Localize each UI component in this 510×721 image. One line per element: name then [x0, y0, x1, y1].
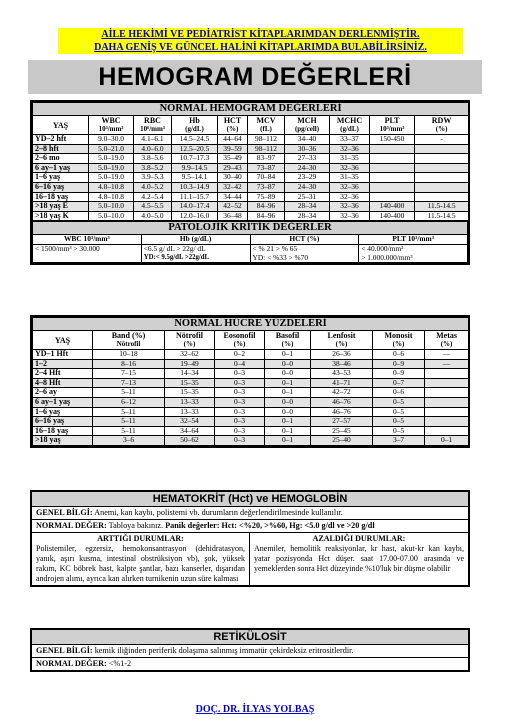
hucre-value-cell: 0–5 [373, 397, 425, 407]
hucre-row [33, 388, 469, 398]
hemogram-header-label: Hb [189, 116, 200, 125]
hucre-value-cell: 0–3 [215, 417, 265, 427]
hucre-header-label: Eosonofil [223, 331, 256, 340]
hucre-header-5 [311, 331, 373, 350]
hucre-value-cell: 27–57 [311, 417, 373, 427]
hemogram-row [33, 154, 469, 164]
hucre-value-cell [425, 388, 469, 398]
hemogram-value-cell: - [415, 135, 469, 145]
hucre-value-cell: 42–72 [311, 388, 373, 398]
hemogram-value-cell: 4.0–5.0 [134, 211, 172, 221]
hucre-age-cell: 2–4 Hft [33, 369, 93, 379]
kritik-plt-2: > 1.000.000/mm³ [361, 252, 413, 262]
hucre-age-cell: 1–6 yaş [33, 407, 93, 417]
hucre-row [33, 436, 469, 446]
hemogram-age-cell: 6 ay–1 yaş [33, 163, 89, 173]
hemogram-value-cell: 32–42 [218, 182, 248, 192]
hemogram-value-cell [415, 163, 469, 173]
hucre-value-cell: 0–3 [215, 388, 265, 398]
hucre-row [33, 397, 469, 407]
hemogram-value-cell: 39–59 [218, 144, 248, 154]
hucre-age-cell: 2–6 ay [33, 388, 93, 398]
hucre-value-cell: 50–62 [165, 436, 215, 446]
hemogram-value-cell: 42–52 [218, 202, 248, 212]
retik-box [30, 628, 470, 672]
hucre-value-cell: 13–33 [165, 397, 215, 407]
hemogram-header-label: PLT [384, 116, 400, 125]
hucre-value-cell: 7–13 [93, 378, 165, 388]
hucre-value-cell: 0–0 [265, 359, 311, 369]
hucre-value-cell: 15–35 [165, 378, 215, 388]
hucre-row [33, 378, 469, 388]
hemogram-value-cell: 23–29 [285, 173, 330, 183]
hemogram-value-cell: 32–36 [330, 144, 370, 154]
hemogram-row [33, 182, 469, 192]
hemogram-header-label: RBC [144, 116, 161, 125]
hucre-header-unit: (%) [233, 340, 246, 348]
hucre-value-cell: 46–76 [311, 397, 373, 407]
hemogram-row [33, 192, 469, 202]
hucre-value-cell: 0–7 [373, 378, 425, 388]
hemogram-value-cell: 12.5–20.5 [172, 144, 218, 154]
hemogram-value-cell: 44–64 [218, 135, 248, 145]
hucre-header-4 [265, 331, 311, 350]
retik-normal-text: <%1-2 [108, 659, 132, 668]
hucre-header-6 [373, 331, 425, 350]
hucre-age-cell: 1–2 [33, 359, 93, 369]
hemogram-value-cell: 31–35 [330, 173, 370, 183]
kritik-hb [141, 244, 250, 262]
retik-genel-label: GENEL BİLGİ: [36, 646, 93, 655]
hemogram-title: NORMAL HEMOGRAM DEĞERLERİ [33, 103, 469, 116]
hucre-value-cell: 0–3 [215, 378, 265, 388]
hemogram-header-5 [248, 116, 285, 135]
hemogram-value-cell: 34–44 [218, 192, 248, 202]
kritik-header-hct: HCT (%) [250, 235, 359, 245]
kritik-hct [250, 244, 359, 262]
hucre-row [33, 417, 469, 427]
hct-genel [32, 507, 468, 520]
hct-normal-label: NORMAL DEĞER: [36, 521, 107, 530]
hct-artis-title: ARTTIĞI DURUMLAR: [97, 534, 184, 543]
hucre-header-unit: Nötrofil [116, 340, 141, 348]
hucre-value-cell: 0–3 [215, 369, 265, 379]
hucre-header-3 [215, 331, 265, 350]
hemogram-row [33, 135, 469, 145]
hucre-value-cell: 0–0 [265, 397, 311, 407]
retik-normal [32, 658, 468, 670]
hucre-value-cell: 41–71 [311, 378, 373, 388]
hemogram-value-cell [415, 192, 469, 202]
hemogram-row [33, 144, 469, 154]
hucre-age-cell: 6–16 yaş [33, 417, 93, 427]
hemogram-value-cell: 14.0–17.4 [172, 202, 218, 212]
hemogram-value-cell: 140-400 [370, 211, 415, 221]
hct-title: HEMATOKRİT (Hct) ve HEMOGLOBİN [32, 492, 468, 507]
header-banner [58, 28, 463, 54]
hemogram-value-cell: 73–87 [248, 163, 285, 173]
kritik-plt [359, 244, 468, 262]
hct-genel-label: GENEL BİLGİ: [36, 508, 93, 517]
hemogram-header-label: MCH [297, 116, 317, 125]
hemogram-value-cell: 4.5–5.5 [134, 202, 172, 212]
hct-normal-text: Tabloya bakınız. [108, 521, 166, 530]
hemogram-age-cell: 16–18 yaş [33, 192, 89, 202]
hucre-value-cell: 7–15 [93, 369, 165, 379]
hucre-value-cell: 15–35 [165, 388, 215, 398]
hucre-value-cell: 0–1 [265, 426, 311, 436]
hemogram-value-cell: 98–112 [248, 135, 285, 145]
kritik-hb-2: YD:< 9.5g/dL >22g/dL [143, 253, 210, 261]
hucre-header-7 [425, 331, 469, 350]
hemogram-header-3 [172, 116, 218, 135]
hucre-value-cell: 5–11 [93, 407, 165, 417]
hemogram-value-cell: 4.1–6.1 [134, 135, 172, 145]
hucre-value-cell: 0–1 [265, 436, 311, 446]
hemogram-value-cell: 36–48 [218, 211, 248, 221]
banner-line-1: AİLE HEKİMİ VE PEDİATRİST KİTAPLARIMDAN DERLENMİŞTİR. [101, 29, 420, 40]
hucre-value-cell [425, 397, 469, 407]
hemogram-value-cell [415, 173, 469, 183]
hemogram-value-cell: 32–36 [330, 211, 370, 221]
hucre-value-cell: 5–11 [93, 388, 165, 398]
retik-genel [32, 645, 468, 658]
hemogram-value-cell: 4.0–6.0 [134, 144, 172, 154]
hucre-value-cell: 32–62 [165, 350, 215, 360]
kritik-plt-1: < 40.000/mm³ [361, 244, 404, 253]
author-name: DOÇ. DR. İLYAS YOLBAŞ [195, 704, 315, 715]
hemogram-value-cell: 11.5-14.5 [415, 202, 469, 212]
hemogram-row [33, 163, 469, 173]
hucre-value-cell [425, 426, 469, 436]
hucre-age-cell: >18 yaş [33, 436, 93, 446]
hemogram-value-cell: 14.5–24.5 [172, 135, 218, 145]
hucre-value-cell: 32–54 [165, 417, 215, 427]
hucre-value-cell: 0–3 [215, 407, 265, 417]
hemogram-value-cell: 11.5-14.5 [415, 211, 469, 221]
hemogram-age-cell: 2–6 mo [33, 154, 89, 164]
kritik-header-hb: Hb (g/dL) [141, 235, 250, 245]
hucre-value-cell: 0–5 [373, 407, 425, 417]
hemogram-row [33, 202, 469, 212]
hemogram-value-cell [370, 173, 415, 183]
hucre-value-cell: 0–6 [373, 350, 425, 360]
hemogram-value-cell: 32–36 [330, 182, 370, 192]
hemogram-value-cell: 4.2–5.4 [134, 192, 172, 202]
hemogram-age-cell: 2–8 hft [33, 144, 89, 154]
hemogram-value-cell: 84–96 [248, 211, 285, 221]
retik-normal-label: NORMAL DEĞER: [36, 659, 107, 668]
hucre-header-label: Nötrofil [176, 331, 203, 340]
hucre-value-cell: 0–1 [265, 417, 311, 427]
hucre-value-cell: 0–5 [373, 426, 425, 436]
hucre-header-unit: (%) [440, 340, 453, 348]
hemogram-value-cell: 5.0–10.0 [89, 211, 134, 221]
hemogram-age-cell: 6–16 yaş [33, 182, 89, 192]
hemogram-value-cell: 73–87 [248, 182, 285, 192]
hucre-value-cell: 8–16 [93, 359, 165, 369]
hucre-value-cell: 0–4 [215, 359, 265, 369]
hemogram-value-cell: 32–36 [330, 192, 370, 202]
hucre-value-cell: 46–76 [311, 407, 373, 417]
hemogram-value-cell: 29–43 [218, 163, 248, 173]
kritik-header-plt: PLT 10³/mm³ [359, 235, 468, 245]
hemogram-value-cell: 5.0–19.0 [89, 173, 134, 183]
hct-columns [32, 533, 468, 585]
hucre-value-cell [425, 369, 469, 379]
hemogram-value-cell: 32–36 [330, 202, 370, 212]
page-title: HEMOGRAM DEĞERLERİ [28, 60, 482, 94]
hemogram-value-cell: 25–31 [285, 192, 330, 202]
hucre-value-cell: 0–1 [265, 378, 311, 388]
hemogram-header-label: RDW [431, 116, 452, 125]
hucre-value-cell: 0–5 [373, 417, 425, 427]
hucre-header-unit: (%) [183, 340, 196, 348]
hemogram-value-cell [415, 144, 469, 154]
hemogram-header-0 [33, 116, 89, 135]
hemogram-value-cell: 32–36 [330, 163, 370, 173]
hct-azal-title: AZALDIĞI DURUMLAR: [312, 534, 406, 543]
hemogram-header-label: YAŞ [52, 120, 69, 130]
hemogram-table [32, 102, 469, 221]
kritik-title: PATOLOJİK KRİTİK DEĞERLER [33, 222, 468, 235]
hemogram-value-cell: 4.8–10.8 [89, 192, 134, 202]
hucre-row [33, 407, 469, 417]
hemogram-value-cell: 75–89 [248, 192, 285, 202]
hemogram-header-unit: 10⁶/mm³ [140, 125, 165, 133]
hemogram-age-cell: 1–6 yaş [33, 173, 89, 183]
hemogram-header-2 [134, 116, 172, 135]
hucre-header-label: Metas [436, 331, 457, 340]
hemogram-value-cell: 98–112 [248, 144, 285, 154]
hucre-value-cell: 43–53 [311, 369, 373, 379]
retik-title: RETİKÜLOSİT [32, 630, 468, 645]
hucre-value-cell: 0–9 [373, 359, 425, 369]
hemogram-value-cell [370, 144, 415, 154]
hemogram-box [30, 100, 470, 265]
hucre-value-cell: 0–3 [215, 426, 265, 436]
hucre-value-cell: 0–0 [265, 369, 311, 379]
hucre-value-cell: 25–40 [311, 436, 373, 446]
hemogram-row [33, 211, 469, 221]
hucre-value-cell: 38–46 [311, 359, 373, 369]
hemogram-value-cell: 5.0–10.0 [89, 202, 134, 212]
hemogram-header-4 [218, 116, 248, 135]
hemogram-header-unit: 10³/mm³ [98, 125, 124, 133]
hemogram-value-cell [370, 163, 415, 173]
hemogram-value-cell: 3.9–5.3 [134, 173, 172, 183]
hucre-header-unit: (%) [392, 340, 405, 348]
hct-azal-text: Anemiler, hemolitik reaksiyonlar, kr hast, akut-kr kan kaybı, yatar pozisyonda Hct düşer. saat 17.00-07.00 arasında ve yemeklerden sonra Hct düzeyinde %10'luk bir düşme olabilir [254, 544, 464, 573]
hemogram-header-label: WBC [101, 116, 121, 125]
hemogram-value-cell: 9.0–30.0 [89, 135, 134, 145]
hemogram-header-unit: (g/dL) [185, 125, 204, 133]
hucre-value-cell [425, 417, 469, 427]
hemogram-value-cell: 24–30 [285, 182, 330, 192]
hemogram-value-cell: 10.7–17.3 [172, 154, 218, 164]
hct-artis [32, 533, 250, 585]
hucre-value-cell: 0–0 [265, 407, 311, 417]
hemogram-age-cell: >18 yaş E [33, 202, 89, 212]
hucre-table [32, 317, 469, 446]
hucre-row [33, 369, 469, 379]
kritik-hct-1: < % 21 > % 65 [252, 244, 298, 253]
hucre-value-cell: 0–6 [373, 388, 425, 398]
hct-genel-text: Anemi, kan kaybı, polistemi vb. durumların değerlendirilmesinde kullanılır. [94, 508, 343, 517]
hucre-value-cell: 25–45 [311, 426, 373, 436]
hemogram-value-cell [370, 154, 415, 164]
hemogram-value-cell: 70–84 [248, 173, 285, 183]
hemogram-header-unit: (pg/cell) [294, 125, 320, 133]
hemogram-header-6 [285, 116, 330, 135]
kritik-table [32, 221, 468, 263]
hemogram-value-cell: 33–37 [330, 135, 370, 145]
hemogram-value-cell: 4.0–5.2 [134, 182, 172, 192]
hemogram-value-cell: 9.5–14.1 [172, 173, 218, 183]
hemogram-value-cell: 83–97 [248, 154, 285, 164]
hemogram-value-cell: 150-450 [370, 135, 415, 145]
hucre-header-unit: (%) [335, 340, 348, 348]
hucre-header-1 [93, 331, 165, 350]
hemogram-value-cell: 11.1–15.7 [172, 192, 218, 202]
hemogram-header-unit: (fL) [260, 125, 272, 133]
hucre-row [33, 350, 469, 360]
hemogram-header-unit: 10³/mm³ [379, 125, 405, 133]
hucre-value-cell: 0–1 [265, 388, 311, 398]
hucre-value-cell [425, 407, 469, 417]
hucre-age-cell: 16–18 yaş [33, 426, 93, 436]
hemogram-header-unit: (g/dL) [340, 125, 359, 133]
hucre-header-unit: (%) [281, 340, 294, 348]
hemogram-value-cell: 31–35 [330, 154, 370, 164]
retik-genel-text: kemik iliğinden periferik dolaşıma salınmış immatür çekirdeksiz eritrositlerdir. [94, 646, 354, 655]
hucre-value-cell: 19–49 [165, 359, 215, 369]
hucre-header-0 [33, 331, 93, 350]
hemogram-value-cell: 3.8–5.2 [134, 163, 172, 173]
hucre-value-cell: 6–12 [93, 397, 165, 407]
hemogram-value-cell: 35–49 [218, 154, 248, 164]
hucre-header-label: Basofil [275, 331, 300, 340]
kritik-hb-1: <6.5 g/ dL > 22g/ dL [143, 244, 206, 253]
hucre-box [30, 315, 470, 448]
hemogram-header-label: MCV [256, 116, 276, 125]
hucre-value-cell: 0–2 [215, 350, 265, 360]
hct-azal [250, 533, 468, 585]
hucre-header-label: Band (%) [111, 331, 146, 340]
hucre-value-cell: 3–7 [373, 436, 425, 446]
hemogram-value-cell: 28–34 [285, 202, 330, 212]
banner-line-2: DAHA GENİŞ VE GÜNCEL HALİNİ KİTAPLARIMDA BULABİLİRSİNİZ. [94, 42, 427, 53]
hemogram-value-cell: 3.8–5.6 [134, 154, 172, 164]
hucre-age-cell: 6 ay–1 yaş [33, 397, 93, 407]
hemogram-value-cell [415, 182, 469, 192]
hct-panik: Panik değerler: Hct: <%20, >%60, Hg: <5.0 g/dl ve >20 g/dl [165, 521, 375, 530]
hemogram-header-label: HCT [223, 116, 242, 125]
hemogram-value-cell: 140-400 [370, 202, 415, 212]
hemogram-header-label: MCHC [336, 116, 363, 125]
hucre-header-label: Monosit [384, 331, 413, 340]
kritik-wbc: < 1500/mm³ > 30.000 [33, 244, 142, 262]
kritik-hct-2: YD: < %33 > %70 [252, 252, 309, 262]
hemogram-value-cell [370, 192, 415, 202]
hucre-value-cell: 5–11 [93, 417, 165, 427]
hucre-value-cell: 13–33 [165, 407, 215, 417]
hemogram-value-cell: 30–40 [218, 173, 248, 183]
kritik-header-wbc: WBC 10³/mm³ [33, 235, 142, 245]
hemogram-value-cell: 30–36 [285, 144, 330, 154]
hemogram-header-7 [330, 116, 370, 135]
hucre-age-cell: YD–1 Hft [33, 350, 93, 360]
hemogram-value-cell: 34–40 [285, 135, 330, 145]
hucre-value-cell: 26–36 [311, 350, 373, 360]
hct-artis-text: Polistemiler, egzersiz, hemokonsantrasyon (dehidratasyon, yanık, aşırı kusma, intestinal obstrüksiyon vb), şok, yüksek rakım, KC böbrek hast, kalpte şantlar, bazı kanserler, dışarıdan androjen alımı, ayrıca kan alırken turnikenin uzun süre kalması [36, 544, 245, 583]
hemogram-value-cell: 5.0–21.0 [89, 144, 134, 154]
hucre-value-cell: 3–6 [93, 436, 165, 446]
hucre-value-cell: — [425, 350, 469, 360]
hucre-value-cell: 10–18 [93, 350, 165, 360]
hucre-value-cell: 0–3 [215, 436, 265, 446]
hucre-value-cell: 0–1 [425, 436, 469, 446]
hemogram-header-unit: (%) [435, 125, 448, 133]
hucre-header-2 [165, 331, 215, 350]
hucre-value-cell [425, 378, 469, 388]
hct-box [30, 490, 470, 587]
hemogram-age-cell: YD–2 hft [33, 135, 89, 145]
hct-normal [32, 520, 468, 533]
hucre-header-label: Lenfosit [327, 331, 356, 340]
hucre-value-cell: 0–9 [373, 369, 425, 379]
hemogram-value-cell: 9.9–14.5 [172, 163, 218, 173]
hemogram-value-cell: 28–34 [285, 211, 330, 221]
hucre-value-cell: — [425, 359, 469, 369]
hemogram-row [33, 173, 469, 183]
hucre-row [33, 426, 469, 436]
hemogram-value-cell: 84–96 [248, 202, 285, 212]
hucre-header-label: YAŞ [54, 335, 71, 345]
hemogram-value-cell: 12.0–16.0 [172, 211, 218, 221]
hemogram-value-cell: 10.3–14.9 [172, 182, 218, 192]
hemogram-value-cell [415, 154, 469, 164]
hemogram-header-1 [89, 116, 134, 135]
hucre-value-cell: 34–64 [165, 426, 215, 436]
hemogram-value-cell: 4.8–10.8 [89, 182, 134, 192]
hucre-value-cell: 0–3 [215, 397, 265, 407]
hemogram-header-unit: (%) [226, 125, 239, 133]
hemogram-header-9 [415, 116, 469, 135]
hemogram-value-cell: 27–33 [285, 154, 330, 164]
hemogram-header-8 [370, 116, 415, 135]
hucre-value-cell: 14–34 [165, 369, 215, 379]
hucre-age-cell: 4–8 Hft [33, 378, 93, 388]
hucre-value-cell: 5–11 [93, 426, 165, 436]
hemogram-value-cell: 5.0–19.0 [89, 154, 134, 164]
hucre-value-cell: 0–1 [265, 350, 311, 360]
hemogram-value-cell: 5.0–19.0 [89, 163, 134, 173]
hemogram-value-cell: 24–30 [285, 163, 330, 173]
hucre-row [33, 359, 469, 369]
hemogram-age-cell: >18 yaş K [33, 211, 89, 221]
hemogram-value-cell [370, 182, 415, 192]
hucre-title: NORMAL HÜCRE YÜZDELERİ [33, 318, 469, 331]
